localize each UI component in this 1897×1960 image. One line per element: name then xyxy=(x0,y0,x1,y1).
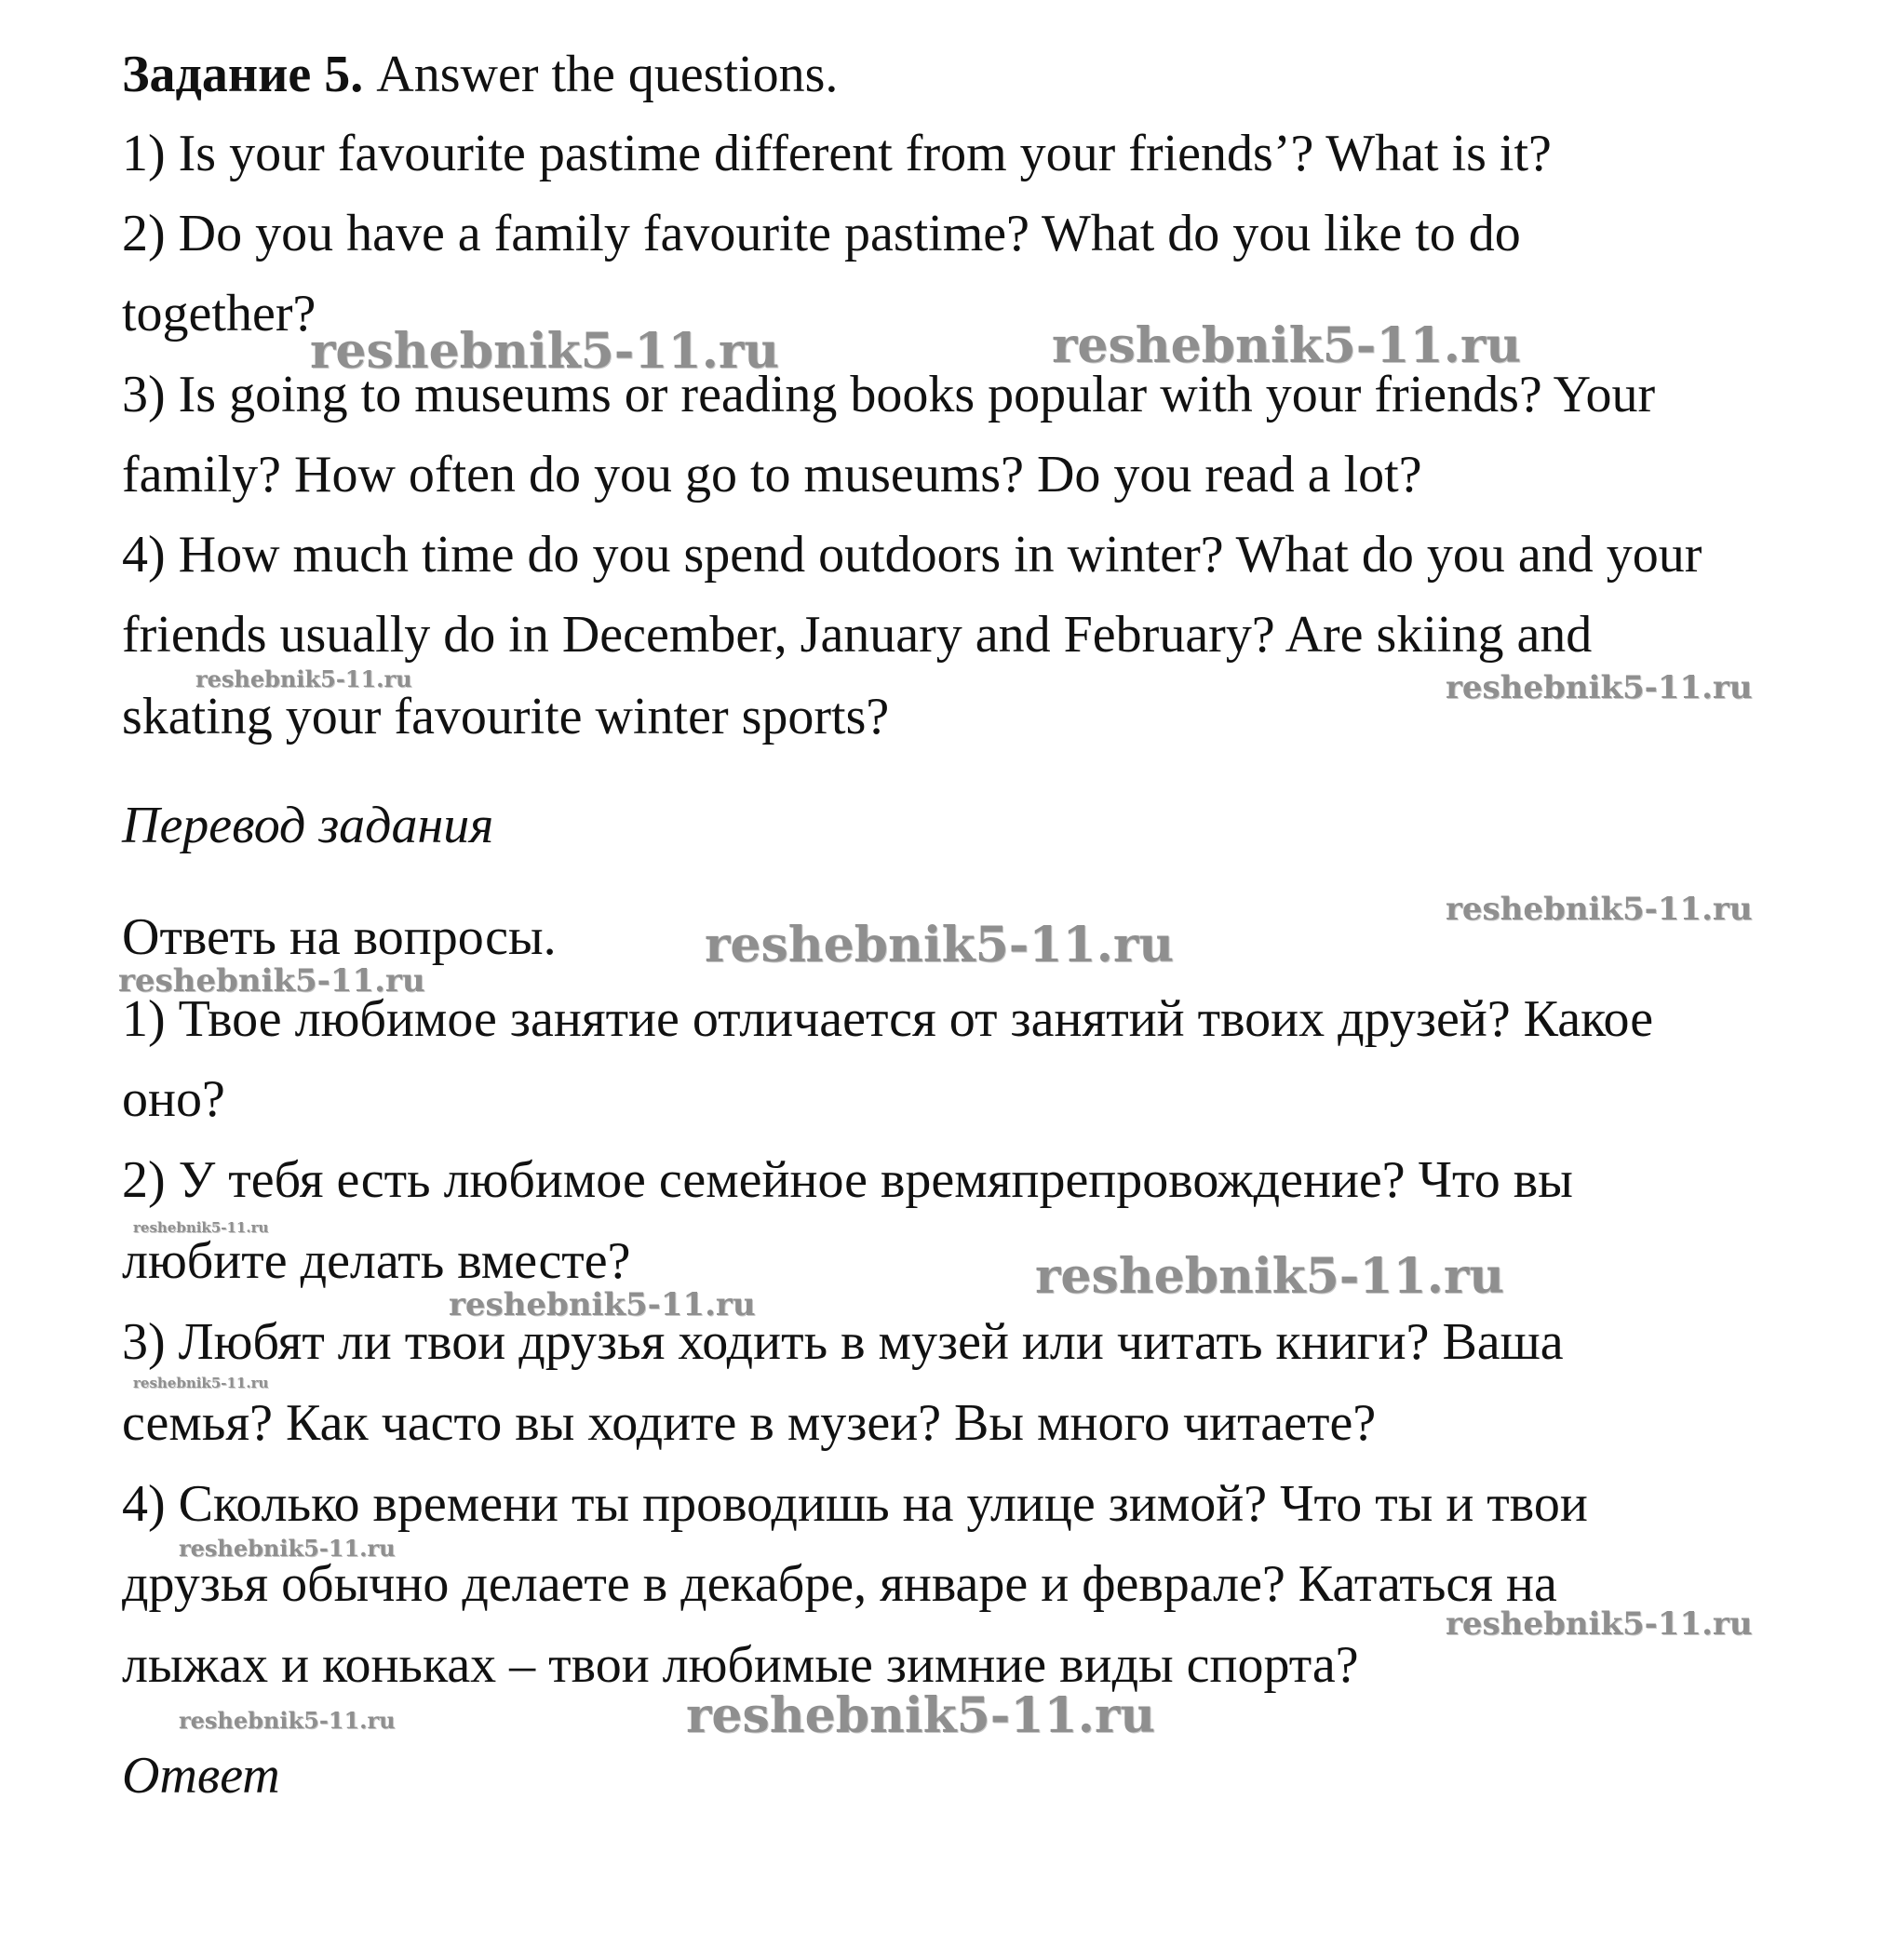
russian-line-4: 2) У тебя есть любимое семейное времяпрепровождение? Что вы xyxy=(122,1151,1573,1209)
russian-line-8: 4) Сколько времени ты проводишь на улице зимой? Что ты и твои xyxy=(122,1475,1588,1533)
watermark-8: reshebnik5-11.ru xyxy=(133,1219,269,1236)
english-line-2: 2) Do you have a family favourite pastime? What do you like to do xyxy=(122,205,1521,262)
watermark-5: reshebnik5-11.ru xyxy=(1446,891,1753,928)
watermark-1: reshebnik5-11.ru xyxy=(310,323,780,380)
translation-heading: Перевод задания xyxy=(122,797,494,854)
task-header xyxy=(122,45,838,104)
watermark-10: reshebnik5-11.ru xyxy=(449,1286,756,1323)
english-line-3: together? xyxy=(122,285,316,342)
russian-line-10: лыжах и коньках – твои любимые зимние виды спорта? xyxy=(122,1636,1359,1694)
task-instruction: Answer the questions. xyxy=(376,46,839,103)
russian-line-6: 3) Любят ли твои друзья ходить в музей или читать книги? Ваша xyxy=(122,1313,1564,1371)
watermark-7: reshebnik5-11.ru xyxy=(118,962,425,1000)
watermark-13: reshebnik5-11.ru xyxy=(1446,1605,1753,1643)
task-label: Задание 5. xyxy=(122,46,364,103)
watermark-11: reshebnik5-11.ru xyxy=(133,1375,269,1391)
russian-line-1: Ответь на вопросы. xyxy=(122,908,557,966)
watermark-4: reshebnik5-11.ru xyxy=(1446,669,1753,706)
watermark-15: reshebnik5-11.ru xyxy=(686,1687,1156,1744)
english-line-6: 4) How much time do you spend outdoors in winter? What do you and your xyxy=(122,526,1702,584)
english-line-7: friends usually do in December, January and February? Are skiing and xyxy=(122,606,1593,664)
russian-line-7: семья? Как часто вы ходите в музеи? Вы много читаете? xyxy=(122,1394,1377,1452)
russian-line-5: любите делать вместе? xyxy=(122,1232,631,1290)
watermark-9: reshebnik5-11.ru xyxy=(1035,1248,1505,1305)
watermark-6: reshebnik5-11.ru xyxy=(705,917,1175,973)
watermark-2: reshebnik5-11.ru xyxy=(1052,317,1522,374)
english-line-4: 3) Is going to museums or reading books popular with your friends? Your xyxy=(122,366,1656,423)
watermark-12: reshebnik5-11.ru xyxy=(179,1535,396,1562)
answer-heading: Ответ xyxy=(122,1747,280,1805)
russian-line-3: оно? xyxy=(122,1070,225,1128)
watermark-14: reshebnik5-11.ru xyxy=(179,1707,396,1734)
english-line-8: skating your favourite winter sports? xyxy=(122,688,890,745)
russian-line-9: друзья обычно делаете в декабре, январе и феврале? Кататься на xyxy=(122,1555,1557,1613)
english-line-5: family? How often do you go to museums? Do you read a lot? xyxy=(122,446,1422,503)
russian-line-2: 1) Твое любимое занятие отличается от занятий твоих друзей? Какое xyxy=(122,990,1654,1048)
watermark-3: reshebnik5-11.ru xyxy=(195,665,412,692)
english-line-1: 1) Is your favourite pastime different from your friends’? What is it? xyxy=(122,125,1552,182)
